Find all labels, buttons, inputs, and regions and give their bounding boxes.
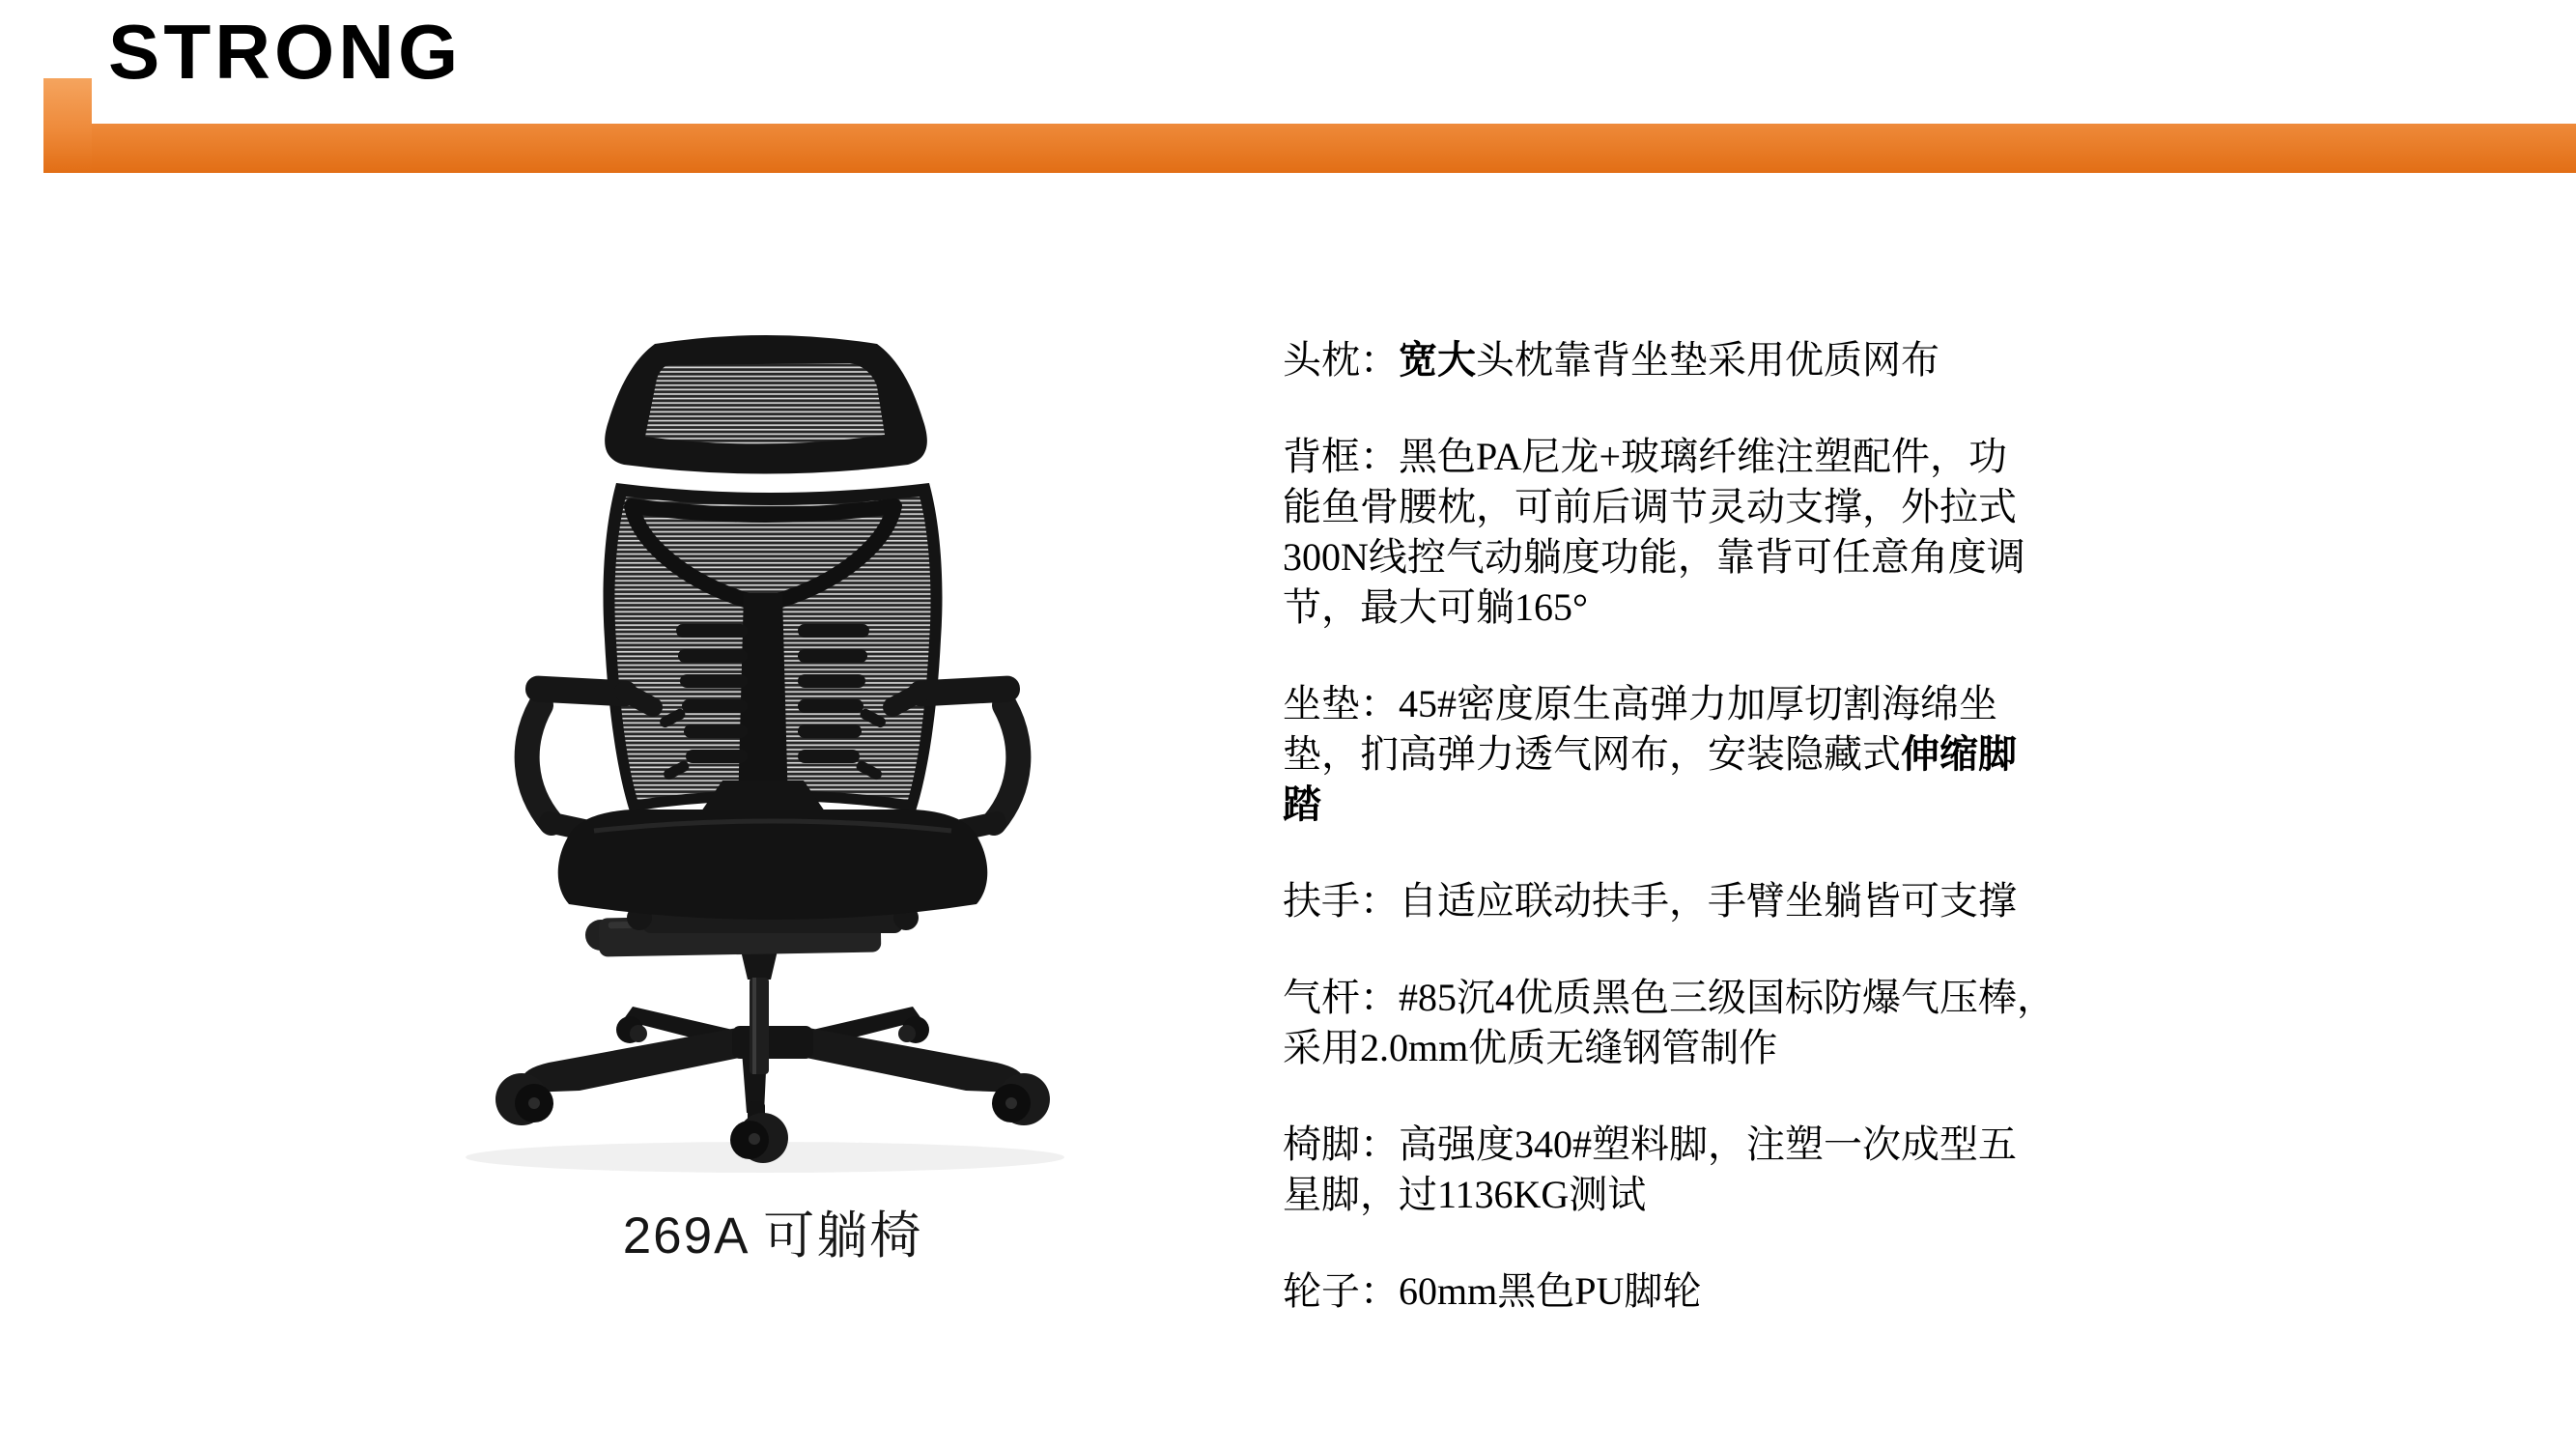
spec-paragraph-gas-lift [1283,973,2152,1073]
spec-text-run: 头枕： [1283,338,1399,382]
accent-square [43,78,92,173]
chair-image [425,290,1120,1179]
spec-line [1283,582,2152,633]
spec-paragraph-casters [1283,1266,2152,1317]
spec-line [1283,729,2152,780]
spec-line [1283,973,2152,1023]
spec-text-run: 300N线控气动躺度功能，靠背可任意角度调 [1283,535,2025,579]
spec-paragraph-seat-cushion [1283,679,2152,830]
spec-text-run: 踏 [1283,782,1321,826]
headrest [605,335,927,474]
spec-text-run: 轮子：60mm黑色PU脚轮 [1283,1269,1702,1313]
spec-line [1283,335,2152,385]
spec-line [1283,1170,2152,1220]
spec-text-run: 节，最大可躺165° [1283,585,1588,629]
spec-text-run: 伸缩脚 [1901,732,2017,776]
spec-text-run: 椅脚：高强度340#塑料脚，注塑一次成型五 [1283,1122,2017,1166]
spec-paragraph-armrest [1283,876,2152,926]
spec-text-run: 能鱼骨腰枕，可前后调节灵动支撑，外拉式 [1283,485,2017,528]
spec-line [1283,432,2152,482]
spec-line [1283,780,2152,830]
spec-text-run: 头枕靠背坐垫采用优质网布 [1476,338,1939,382]
page-title: STRONG [108,9,463,95]
spec-list [1283,335,2152,1363]
spec-line [1283,532,2152,582]
center-caster [730,1101,788,1163]
spec-line [1283,876,2152,926]
five-star-base [523,1007,1024,1113]
accent-bar [92,124,2576,173]
spec-text-run: 星脚，过1136KG测试 [1283,1173,1647,1216]
spec-text-run: 扶手：自适应联动扶手，手臂坐躺皆可支撑 [1283,879,2017,923]
spec-line [1283,482,2152,532]
spec-text-run: 宽大 [1399,338,1476,382]
spec-line [1283,1120,2152,1170]
spec-paragraph-headrest [1283,335,2152,385]
spec-text-run: 背框：黑色PA尼龙+玻璃纤维注塑配件，功 [1283,435,2008,478]
spec-paragraph-chair-base [1283,1120,2152,1220]
spec-text-run: 气杆：#85沉4优质黑色三级国标防爆气压棒， [1283,976,2055,1019]
spec-text-run: 垫，扪高弹力透气网布，安装隐藏式 [1283,732,1901,776]
spec-paragraph-back-frame [1283,432,2152,633]
spec-line [1283,679,2152,729]
spec-text-run: 采用2.0mm优质无缝钢管制作 [1283,1026,1778,1069]
product-figure [425,290,1120,1314]
spec-line [1283,1266,2152,1317]
spec-text-run: 坐垫：45#密度原生高弹力加厚切割海绵坐 [1283,682,1997,725]
spec-line [1283,1023,2152,1073]
backrest [604,483,943,811]
product-caption: 269A 可躺椅 [622,1208,923,1264]
